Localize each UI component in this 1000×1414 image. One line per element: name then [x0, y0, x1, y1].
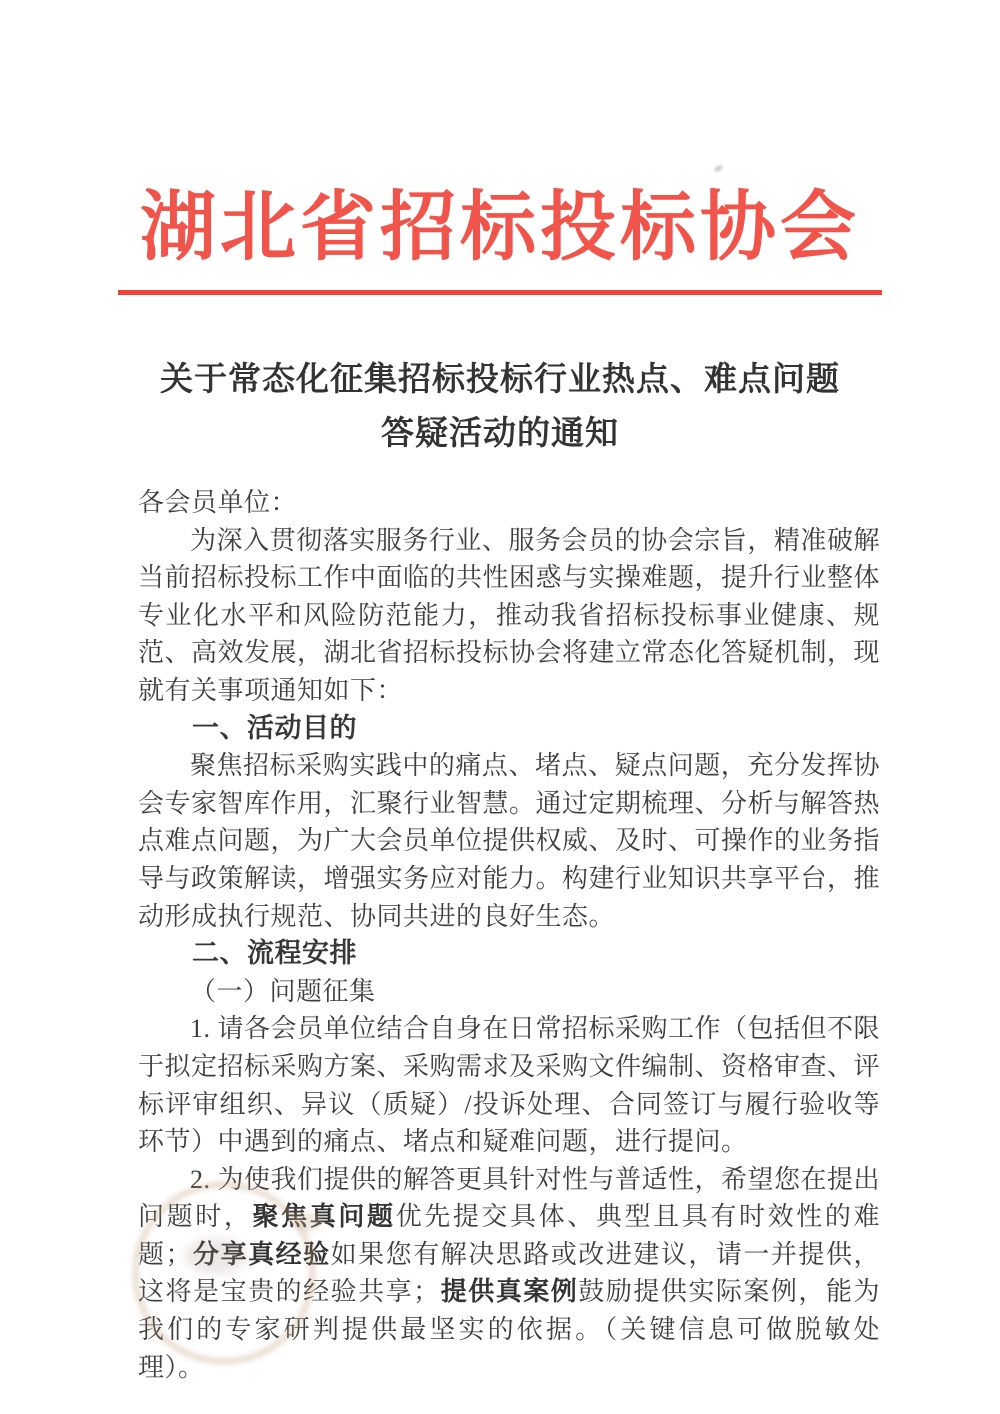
document-title-line1: 关于常态化征集招标投标行业热点、难点问题	[160, 362, 840, 398]
item2-segment-text: 鼓励提供实际案例，能为我们的专家研判提供最坚实的依据。（关键信息可做脱敏处理）。	[138, 1277, 880, 1382]
section-1-heading: 一、活动目的	[192, 712, 357, 743]
paragraph-intro: 为深入贯彻落实服务行业、服务会员的协会宗旨，精准破解当前招标投标工作中面临的共性困惑与实操难题，提升行业整体专业化水平和风险防范能力，推动我省招标投标事业健康、规范、高效发展，湖北省招标投标协会将建立常态化答疑机制，现就有关事项通知如下：	[138, 525, 881, 705]
item2-segment-emphasis: 分享真经验	[192, 1239, 331, 1269]
section-1-body: 聚焦招标采购实践中的痛点、堵点、疑点问题，充分发挥协会专家智库作用，汇聚行业智慧。通过定期梳理、分析与解答热点难点问题，为广大会员单位提供权威、及时、可操作的业务指导与政策解读，增强实务应对能力。构建行业知识共享平台，推动形成执行规范、协同共进的良好生态。	[138, 751, 881, 931]
numbered-item-2	[138, 1161, 880, 1387]
letterhead-org-name: 湖北省招标投标协会	[140, 186, 860, 270]
item2-segment-emphasis: 聚焦真问题	[252, 1202, 396, 1232]
document-title	[0, 353, 1000, 461]
letterhead-divider-rule	[118, 290, 882, 295]
item2-segment-text: 如果您有解决思路或改进建议，请一并提供，这将是宝贵的经验共享；	[138, 1239, 880, 1307]
item2-segment-text: 优先提交具体、典型且具有时效性的难题；	[138, 1202, 880, 1269]
letterhead	[0, 0, 1000, 295]
section-2-subheading: （一）问题征集	[190, 976, 376, 1006]
document-body	[138, 484, 880, 1386]
item2-segment-text: 2. 为使我们提供的解答更具针对性与普适性，希望您在提出问题时，	[138, 1164, 881, 1232]
section-2-heading: 二、流程安排	[192, 938, 357, 969]
numbered-item-1: 1. 请各会员单位结合自身在日常招标采购工作（包括但不限于拟定招标采购方案、采购需求及采购文件编制、资格审查、评标评审组织、异议（质疑）/投诉处理、合同签订与履行验收等环节）中遇到的痛点、堵点和疑难问题，进行提问。	[138, 1014, 881, 1157]
document-title-line2: 答疑活动的通知	[381, 416, 619, 452]
salutation: 各会员单位：	[138, 488, 298, 517]
item2-segment-emphasis: 提供真案例	[439, 1277, 579, 1307]
